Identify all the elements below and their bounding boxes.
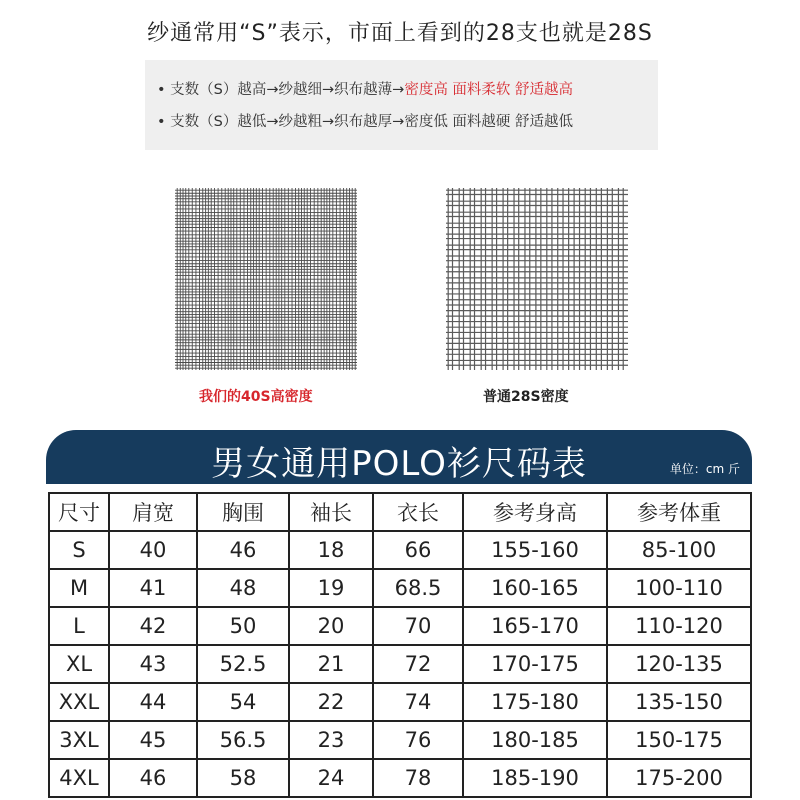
header-weight: 参考体重 — [607, 493, 751, 531]
table-cell: 45 — [109, 721, 197, 759]
high-density-caption: 我们的40S高密度 — [199, 389, 313, 405]
table-cell: 110-120 — [607, 607, 751, 645]
info-line-low: • 支数（S）越低→纱越粗→织布越厚→密度低 面料越硬 舒适越低 — [157, 114, 574, 130]
table-cell: 58 — [197, 759, 289, 797]
table-cell: 100-110 — [607, 569, 751, 607]
table-header-row — [49, 493, 751, 531]
size-table — [48, 492, 752, 798]
table-cell: 19 — [289, 569, 373, 607]
table-cell: L — [49, 607, 109, 645]
size-chart-banner — [46, 430, 752, 484]
normal-density-caption: 普通28S密度 — [483, 389, 569, 405]
table-cell: 20 — [289, 607, 373, 645]
table-cell: 185-190 — [463, 759, 607, 797]
table-cell: 52.5 — [197, 645, 289, 683]
table-cell: 160-165 — [463, 569, 607, 607]
table-cell: 56.5 — [197, 721, 289, 759]
table-cell: 4XL — [49, 759, 109, 797]
table-cell: XL — [49, 645, 109, 683]
table-cell: 120-135 — [607, 645, 751, 683]
unit-label: 单位：cm 斤 — [669, 462, 740, 476]
info-line-high — [157, 74, 658, 106]
table-cell: 22 — [289, 683, 373, 721]
high-density-fabric-swatch — [175, 188, 357, 370]
table-cell: 46 — [197, 531, 289, 569]
header-shoulder: 肩宽 — [109, 493, 197, 531]
header-size: 尺寸 — [49, 493, 109, 531]
table-cell: 175-180 — [463, 683, 607, 721]
table-row — [49, 721, 751, 759]
header-height: 参考身高 — [463, 493, 607, 531]
table-cell: M — [49, 569, 109, 607]
table-cell: 44 — [109, 683, 197, 721]
size-chart-title: 男女通用POLO衫尺码表 — [211, 444, 587, 484]
table-cell: 78 — [373, 759, 463, 797]
info-line-high-highlight: 密度高 面料柔软 舒适越高 — [404, 82, 574, 98]
table-cell: XXL — [49, 683, 109, 721]
table-cell: 24 — [289, 759, 373, 797]
table-row — [49, 569, 751, 607]
table-cell: 70 — [373, 607, 463, 645]
table-cell: 43 — [109, 645, 197, 683]
header-sleeve: 袖长 — [289, 493, 373, 531]
table-cell: 21 — [289, 645, 373, 683]
table-cell: 54 — [197, 683, 289, 721]
table-cell: 18 — [289, 531, 373, 569]
table-cell: 135-150 — [607, 683, 751, 721]
coarse-weave-pattern — [446, 188, 628, 370]
table-row — [49, 607, 751, 645]
table-cell: 76 — [373, 721, 463, 759]
table-cell: 165-170 — [463, 607, 607, 645]
table-cell: 66 — [373, 531, 463, 569]
table-cell: 41 — [109, 569, 197, 607]
info-box — [145, 60, 658, 150]
table-cell: 3XL — [49, 721, 109, 759]
table-cell: 180-185 — [463, 721, 607, 759]
fine-weave-pattern — [175, 188, 357, 370]
headline: 纱通常用“S”表示，市面上看到的28支也就是28S — [147, 21, 653, 46]
table-cell: 85-100 — [607, 531, 751, 569]
table-cell: 74 — [373, 683, 463, 721]
table-cell: 150-175 — [607, 721, 751, 759]
table-row — [49, 645, 751, 683]
table-cell: 40 — [109, 531, 197, 569]
table-row — [49, 531, 751, 569]
table-cell: 175-200 — [607, 759, 751, 797]
table-cell: 46 — [109, 759, 197, 797]
table-cell: 155-160 — [463, 531, 607, 569]
table-cell: 170-175 — [463, 645, 607, 683]
table-cell: 50 — [197, 607, 289, 645]
table-cell: 72 — [373, 645, 463, 683]
table-cell: 48 — [197, 569, 289, 607]
table-cell: 68.5 — [373, 569, 463, 607]
table-row — [49, 759, 751, 797]
normal-density-fabric-swatch — [446, 188, 628, 370]
header-length: 衣长 — [373, 493, 463, 531]
table-cell: 42 — [109, 607, 197, 645]
info-line-high-text: • 支数（S）越高→纱越细→织布越薄→ — [157, 82, 405, 98]
table-cell: 23 — [289, 721, 373, 759]
header-chest: 胸围 — [197, 493, 289, 531]
table-row — [49, 683, 751, 721]
table-cell: S — [49, 531, 109, 569]
